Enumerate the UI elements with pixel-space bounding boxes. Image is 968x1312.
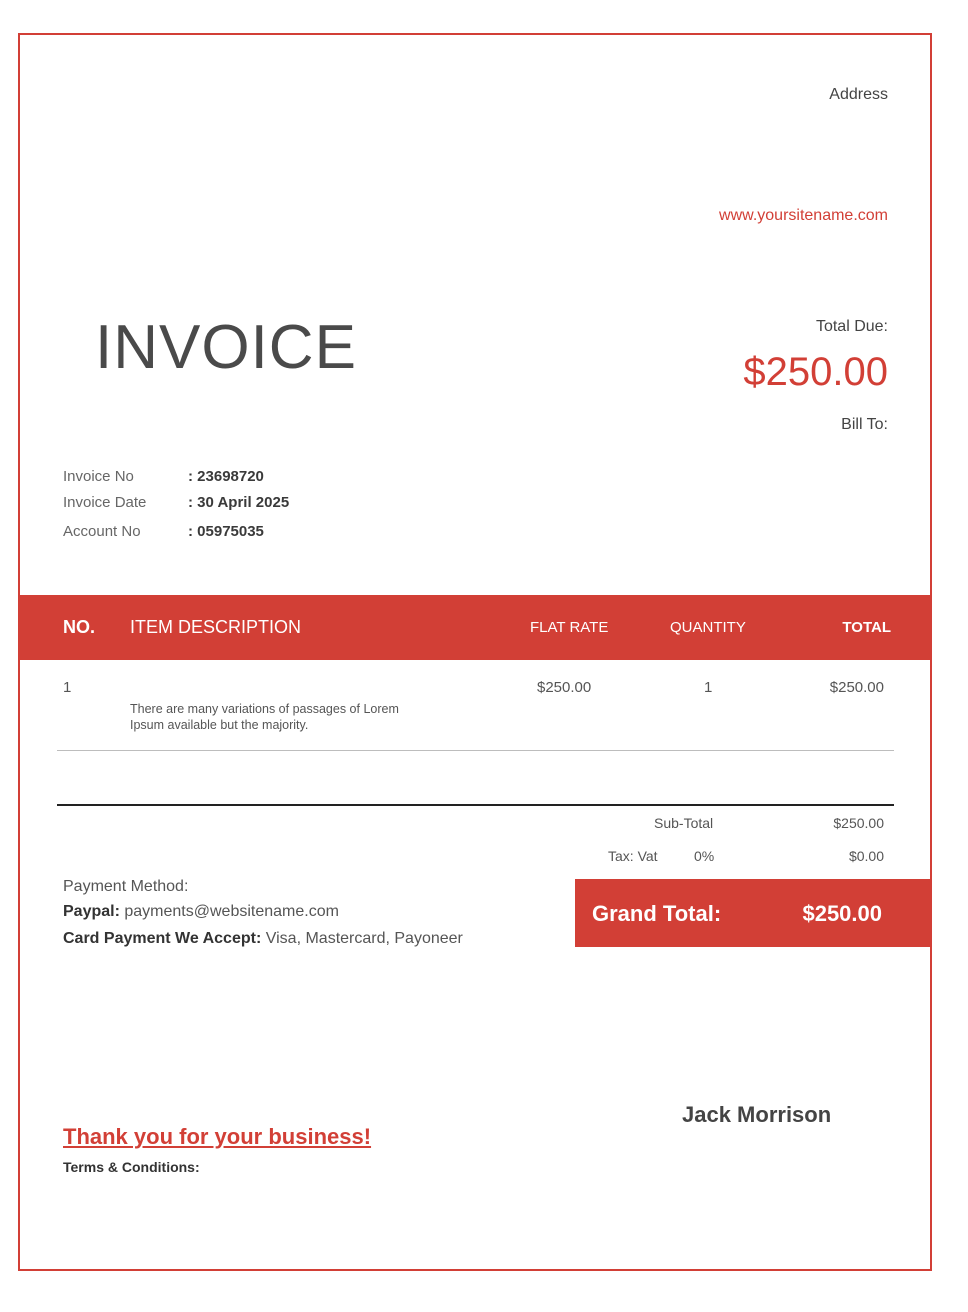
grand-total-label: Grand Total: <box>592 901 722 926</box>
payment-method-heading: Payment Method: <box>63 878 189 895</box>
paypal-label: Paypal: <box>63 903 120 920</box>
invoice-no-label: Invoice No <box>63 468 134 485</box>
column-header-quantity: QUANTITY <box>670 619 746 636</box>
website-link[interactable]: www.yoursitename.com <box>719 207 888 224</box>
total-due-label: Total Due: <box>815 318 888 335</box>
column-header-rate: FLAT RATE <box>530 619 609 636</box>
account-no-label: Account No <box>63 523 141 540</box>
items-table-header <box>20 595 930 660</box>
paypal-line <box>63 903 339 921</box>
tax-label: Tax: Vat <box>608 848 658 864</box>
paypal-value: payments@websitename.com <box>124 903 339 920</box>
column-header-description: ITEM DESCRIPTION <box>130 617 302 637</box>
invoice-date-label: Invoice Date <box>63 494 147 511</box>
column-header-total: TOTAL <box>842 619 891 636</box>
grand-total-value: $250.00 <box>802 901 882 926</box>
thank-you-link[interactable]: Thank you for your business! <box>63 1124 372 1149</box>
company-address: Address <box>829 86 888 103</box>
card-value: Visa, Mastercard, Payoneer <box>265 930 463 947</box>
row-rate: $250.00 <box>537 679 592 696</box>
invoice-date-value: : 30 April 2025 <box>188 494 290 511</box>
card-label: Card Payment We Accept: <box>63 930 262 947</box>
terms-heading: Terms & Conditions: <box>63 1159 200 1175</box>
row-description: There are many variations of passages of Lorem Ipsum available but the majority. <box>130 702 399 732</box>
row-divider <box>57 750 894 751</box>
subtotal-label: Sub-Total <box>654 815 714 831</box>
subtotal-value: $250.00 <box>833 815 884 831</box>
row-quantity: 1 <box>704 679 713 696</box>
invoice-title: INVOICE <box>95 313 357 382</box>
row-number: 1 <box>63 679 72 696</box>
tax-rate: 0% <box>694 848 715 864</box>
total-due-amount: $250.00 <box>743 350 888 394</box>
card-payment-line <box>63 930 463 948</box>
summary-divider <box>57 804 894 806</box>
grand-total-box <box>575 879 930 947</box>
account-no-value: : 05975035 <box>188 523 264 540</box>
column-header-no: NO. <box>63 617 96 637</box>
tax-value: $0.00 <box>848 848 884 864</box>
bill-to-label: Bill To: <box>841 416 888 433</box>
signer-name: Jack Morrison <box>682 1102 832 1127</box>
row-total: $250.00 <box>829 679 884 696</box>
invoice-no-value: : 23698720 <box>188 468 264 485</box>
